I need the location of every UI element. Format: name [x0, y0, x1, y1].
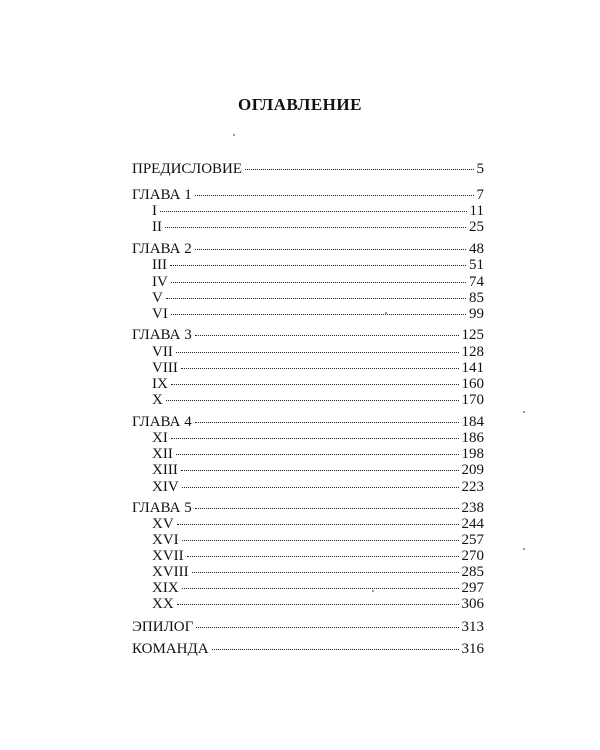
toc-entry-label: ПРЕДИСЛОВИЕ: [132, 161, 243, 177]
toc-entry-section: [152, 564, 484, 581]
toc-entry-page: 5: [476, 161, 484, 177]
toc-entry-section: [152, 376, 484, 393]
toc-entry-section: [152, 516, 484, 533]
dot-leader: [171, 282, 466, 283]
dot-leader: [181, 368, 459, 369]
dot-leader: [160, 211, 467, 212]
toc-entry-section: [152, 274, 484, 291]
dot-leader: [245, 169, 473, 170]
dot-leader: [176, 352, 459, 353]
toc-entry-page: 198: [461, 446, 484, 462]
toc-entry-page: 257: [461, 532, 484, 548]
toc-entry-page: 186: [461, 430, 484, 446]
toc-entry-page: 99: [469, 306, 484, 322]
toc-entry-label: X: [152, 392, 163, 408]
toc-entry-section: [152, 532, 484, 549]
scan-speck: [372, 590, 374, 592]
toc-entry-label: XI: [152, 430, 168, 446]
toc-entry-label: XVII: [152, 548, 184, 564]
dot-leader: [195, 422, 459, 423]
toc-entry-section: [152, 446, 484, 463]
toc-entry-page: 244: [461, 516, 484, 532]
dot-leader: [195, 508, 459, 509]
toc-entry-label: XV: [152, 516, 174, 532]
toc-entry-section: [152, 580, 484, 597]
toc-entry-label: VI: [152, 306, 168, 322]
toc-entry-chapter-3: [132, 327, 484, 344]
toc-entry-section: [152, 430, 484, 447]
dot-leader: [182, 588, 459, 589]
toc-entry-page: 270: [461, 548, 484, 564]
toc-entry-page: 85: [469, 290, 484, 306]
dot-leader: [166, 400, 459, 401]
scan-speck: [523, 411, 525, 413]
toc-entry-section: [152, 548, 484, 565]
dot-leader: [170, 265, 466, 266]
toc-entry-label: V: [152, 290, 163, 306]
toc-entry-label: VIII: [152, 360, 178, 376]
toc-entry-section: [152, 596, 484, 613]
toc-entry-chapter-5: [132, 500, 484, 517]
toc-entry-page: 170: [461, 392, 484, 408]
toc-entry-page: 316: [461, 641, 484, 657]
dot-leader: [212, 649, 459, 650]
dot-leader: [165, 227, 466, 228]
toc-entry-page: 125: [461, 327, 484, 343]
dot-leader: [187, 556, 459, 557]
toc-entry-page: 297: [461, 580, 484, 596]
toc-entry-label: XVIII: [152, 564, 189, 580]
dot-leader: [195, 249, 466, 250]
toc-entry-page: 48: [469, 241, 484, 257]
dot-leader: [182, 540, 459, 541]
toc-entry-section: [152, 479, 484, 496]
toc-entry-page: 160: [461, 376, 484, 392]
dot-leader: [166, 298, 466, 299]
toc-entry-preface: [132, 161, 484, 178]
toc-entry-section: [152, 462, 484, 479]
toc-entry-page: 74: [469, 274, 484, 290]
toc-entry-label: ГЛАВА 1: [132, 187, 192, 203]
toc-entry-page: 285: [461, 564, 484, 580]
toc-entry-chapter-1: [132, 187, 484, 204]
dot-leader: [171, 438, 459, 439]
dot-leader: [196, 627, 458, 628]
dot-leader: [177, 604, 459, 605]
toc-entry-page: 25: [469, 219, 484, 235]
toc-entry-label: КОМАНДА: [132, 641, 209, 657]
toc-entry-label: XVI: [152, 532, 179, 548]
toc-entry-page: 51: [469, 257, 484, 273]
toc-entry-section: [152, 344, 484, 361]
toc-entry-label: ГЛАВА 2: [132, 241, 192, 257]
toc-entry-section: [152, 290, 484, 307]
toc-entry-label: XII: [152, 446, 173, 462]
toc-entry-section: [152, 219, 484, 236]
toc-entry-label: IX: [152, 376, 168, 392]
toc-entry-page: 128: [461, 344, 484, 360]
toc-entry-chapter-2: [132, 241, 484, 258]
toc-entry-label: XIV: [152, 479, 179, 495]
toc-entry-label: XX: [152, 596, 174, 612]
toc-entry-label: XIX: [152, 580, 179, 596]
toc-entry-page: 238: [461, 500, 484, 516]
toc-entry-chapter-4: [132, 414, 484, 431]
toc-entry-label: IV: [152, 274, 168, 290]
dot-leader: [171, 314, 466, 315]
scan-speck: [385, 312, 387, 314]
toc-entry-page: 306: [461, 596, 484, 612]
toc-entry-page: 11: [469, 203, 484, 219]
toc-entry-section: [152, 306, 484, 323]
toc-entry-section: [152, 203, 484, 220]
toc-entry-page: 223: [461, 479, 484, 495]
dot-leader: [195, 195, 474, 196]
toc-entry-page: 7: [476, 187, 484, 203]
scan-speck: [233, 134, 235, 136]
dot-leader: [177, 524, 459, 525]
toc-entry-label: I: [152, 203, 157, 219]
toc-entry-section: [152, 392, 484, 409]
page-title: ОГЛАВЛЕНИЕ: [238, 95, 362, 114]
toc-entry-page: 209: [461, 462, 484, 478]
toc-entry-label: VII: [152, 344, 173, 360]
toc-entry-label: XIII: [152, 462, 178, 478]
scan-speck: [523, 548, 525, 550]
toc-entry-label: III: [152, 257, 167, 273]
toc-entry-epilogue: [132, 619, 484, 636]
dot-leader: [176, 454, 459, 455]
toc-entry-section: [152, 257, 484, 274]
dot-leader: [192, 572, 459, 573]
toc-entry-label: ЭПИЛОГ: [132, 619, 194, 635]
toc-entry-page: 313: [461, 619, 484, 635]
toc-entry-page: 184: [461, 414, 484, 430]
toc-entry-label: ГЛАВА 3: [132, 327, 192, 343]
dot-leader: [181, 470, 459, 471]
toc-entry-section: [152, 360, 484, 377]
dot-leader: [195, 335, 459, 336]
toc-entry-label: ГЛАВА 5: [132, 500, 192, 516]
toc-entry-label: II: [152, 219, 162, 235]
dot-leader: [182, 487, 459, 488]
toc-entry-team: [132, 641, 484, 658]
toc-entry-page: 141: [461, 360, 484, 376]
dot-leader: [171, 384, 459, 385]
toc-entry-label: ГЛАВА 4: [132, 414, 192, 430]
